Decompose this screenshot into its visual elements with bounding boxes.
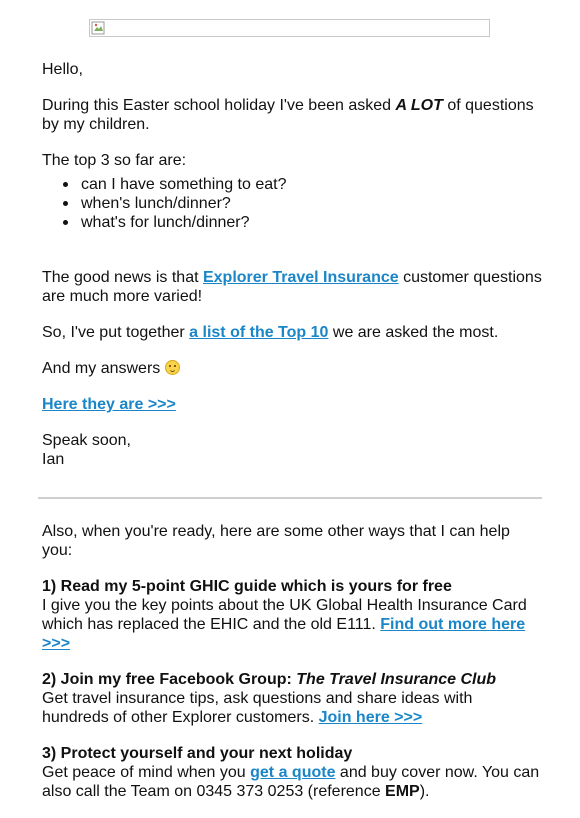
explorer-travel-insurance-link[interactable]: Explorer Travel Insurance xyxy=(202,269,399,286)
emphasis-text: A LOT xyxy=(395,97,443,114)
good-news-paragraph: The good news is that Explorer Travel Insurance customer questions are much more varied! xyxy=(42,269,542,305)
offer-title: 3) Protect yourself and your next holiday xyxy=(42,745,353,762)
smile-emoji-icon xyxy=(165,360,180,375)
list-item: when's lunch/dinner? xyxy=(81,194,542,213)
top10-paragraph: So, I've put together a list of the Top 10 we are asked the most. xyxy=(42,324,499,341)
offer-title: 2) Join my free Facebook Group: The Travel Insurance Club xyxy=(42,671,497,688)
email-body xyxy=(42,60,542,486)
here-paragraph xyxy=(42,395,542,414)
join-here-link[interactable]: Join here >>> xyxy=(318,709,423,726)
questions-list xyxy=(42,175,542,232)
logo-image-placeholder xyxy=(89,19,490,37)
answers-line: And my answers xyxy=(42,359,542,378)
offer-title: 1) Read my 5-point GHIC guide which is yours for free xyxy=(42,578,452,595)
here-they-are-link[interactable]: Here they are >>> xyxy=(42,396,176,413)
get-a-quote-link[interactable]: get a quote xyxy=(250,764,336,781)
list-item: can I have something to eat? xyxy=(81,175,542,194)
signoff: Speak soon, Ian xyxy=(42,432,131,468)
also-paragraph: Also, when you're ready, here are some other ways that I can help you: xyxy=(42,523,510,559)
offer-protect-holiday: 3) Protect yourself and your next holiday Get peace of mind when you get a quote and buy cover now. You can also call the Team on 0345 373 0253 (reference EMP). xyxy=(42,744,542,801)
list-item: what's for lunch/dinner? xyxy=(81,213,542,232)
greeting: Hello, xyxy=(42,61,83,78)
offer-ghic-guide: 1) Read my 5-point GHIC guide which is yours for free I give you the key points about the UK Global Health Insurance Card which has replaced the EHIC and the old E111. Find out more here >>> xyxy=(42,577,542,653)
top10-list-link[interactable]: a list of the Top 10 xyxy=(189,324,329,341)
signature-name: Ian xyxy=(42,451,65,468)
offer-facebook-group: 2) Join my free Facebook Group: The Travel Insurance Club Get travel insurance tips, ask questions and share ideas with hundreds of other Explorer customers. Join here >>> xyxy=(42,670,542,727)
section-divider xyxy=(38,497,542,499)
top3-lead: The top 3 so far are: xyxy=(42,152,187,169)
intro-paragraph: During this Easter school holiday I've been asked A LOT of questions by my children. xyxy=(42,97,534,133)
broken-image-icon xyxy=(91,21,105,35)
find-out-more-link[interactable]: Find out more here >>> xyxy=(42,616,526,652)
